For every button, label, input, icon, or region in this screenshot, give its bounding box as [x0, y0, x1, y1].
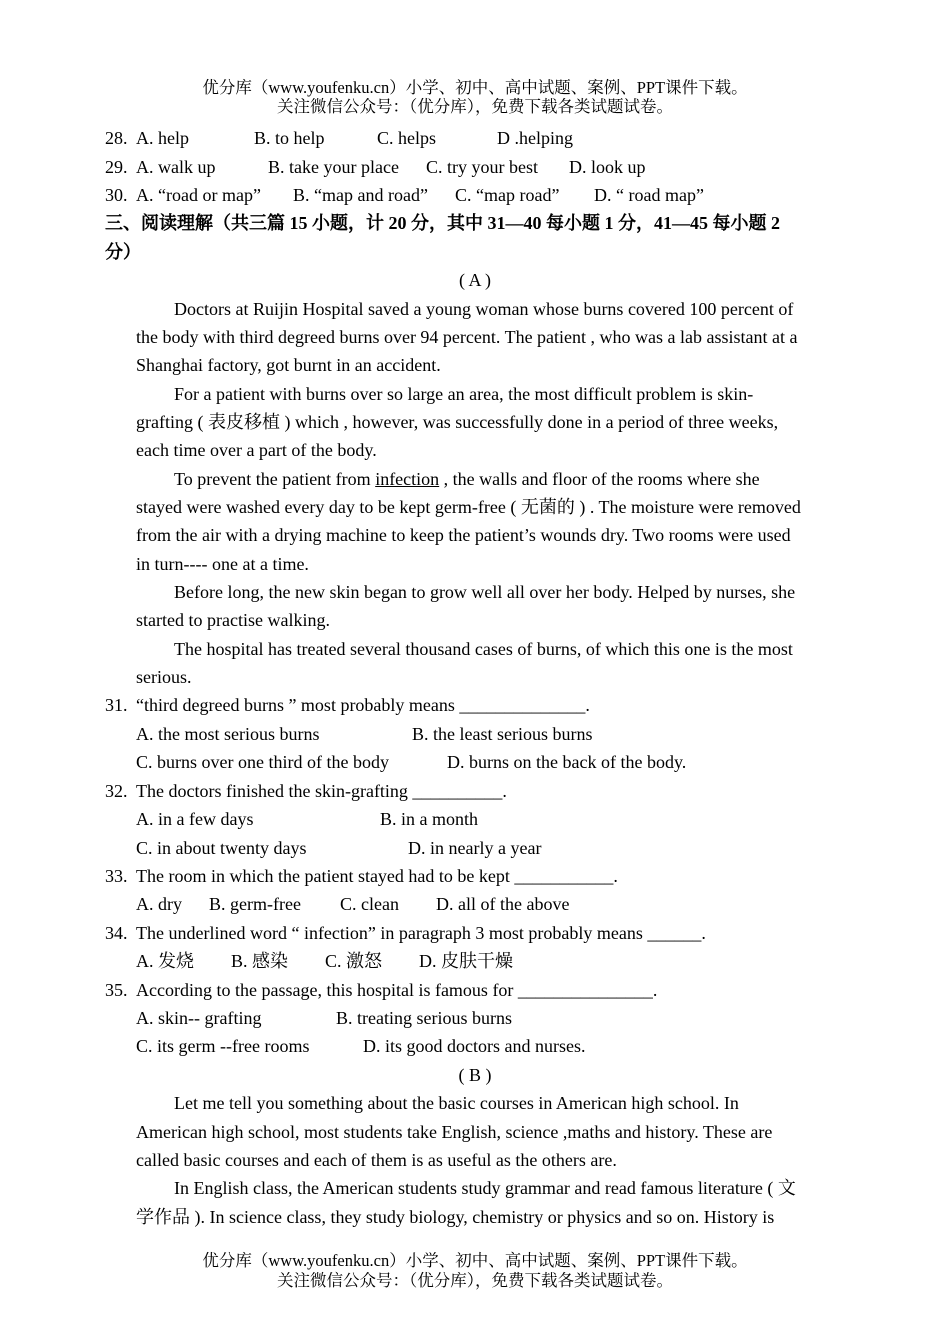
- section-title: 三、阅读理解（共三篇 15 小题，计 20 分，其中 31—40 每小题 1 分，41—45 每小题 2: [105, 213, 780, 233]
- option-a: A. help: [136, 128, 189, 148]
- option-c: C. “map road”: [455, 185, 560, 205]
- passage-line: grafting ( 表皮移植 ) which , however, was successfully done in a period of three weeks,: [136, 412, 779, 432]
- option-c: C. 激怒: [325, 951, 383, 971]
- option-a: A. “road or map”: [136, 185, 261, 205]
- passage-b-label: ( B ): [458, 1065, 492, 1085]
- option-c: C. burns over one third of the body: [136, 752, 389, 772]
- passage-line: Doctors at Ruijin Hospital saved a young woman whose burns covered 100 percent of: [174, 299, 794, 319]
- option-c: C. helps: [377, 128, 437, 148]
- passage-line: 学作品 ). In science class, they study biology, chemistry or physics and so on. History is: [136, 1207, 775, 1227]
- passage-line: [174, 465, 760, 493]
- question-stem: The doctors finished the skin-grafting __________.: [136, 781, 507, 801]
- question-number: 34.: [105, 923, 128, 943]
- passage-text: To prevent the patient from: [174, 469, 376, 489]
- option-a: A. skin-- grafting: [136, 1008, 262, 1028]
- passage-a-label: ( A ): [458, 270, 491, 290]
- passage-line: from the air with a drying machine to keep the patient’s wounds dry. Two rooms were used: [136, 525, 791, 545]
- question-number: 32.: [105, 781, 128, 801]
- question-number: 29.: [105, 157, 128, 177]
- option-b: B. germ-free: [209, 894, 301, 914]
- passage-line: each time over a part of the body.: [136, 440, 377, 460]
- footer-line-1: 优分库（www.youfenku.cn）小学、初中、高中试题、案例、PPT课件下载。: [202, 1251, 748, 1270]
- option-b: B. in a month: [380, 809, 478, 829]
- section-title-cont: 分）: [105, 242, 141, 262]
- question-number: 28.: [105, 128, 128, 148]
- header-line-1: 优分库（www.youfenku.cn）小学、初中、高中试题、案例、PPT课件下载。: [202, 78, 748, 97]
- option-d: D. 皮肤干燥: [419, 951, 513, 971]
- question-stem: The underlined word “ infection” in paragraph 3 most probably means ______.: [136, 923, 706, 943]
- passage-line: American high school, most students take English, science ,maths and history. These are: [136, 1122, 773, 1142]
- option-d: D. burns on the back of the body.: [447, 752, 687, 772]
- passage-line: called basic courses and each of them is as useful as the others are.: [136, 1150, 617, 1170]
- option-a: A. the most serious burns: [136, 724, 320, 744]
- option-b: B. treating serious burns: [336, 1008, 512, 1028]
- passage-line: the body with third degreed burns over 94 percent. The patient , who was a lab assistant at a: [136, 327, 798, 347]
- option-d: D. in nearly a year: [408, 838, 542, 858]
- question-number: 31.: [105, 695, 128, 715]
- option-d: D. “ road map”: [594, 185, 704, 205]
- option-d: D .helping: [497, 128, 573, 148]
- option-d: D. look up: [569, 157, 646, 177]
- option-b: B. the least serious burns: [412, 724, 593, 744]
- footer-line-2: 关注微信公众号：（优分库），免费下载各类试题试卷。: [277, 1271, 673, 1290]
- option-c: C. its germ --free rooms: [136, 1036, 310, 1056]
- passage-line: serious.: [136, 667, 192, 687]
- passage-line: Let me tell you something about the basic courses in American high school. In: [174, 1093, 739, 1113]
- option-d: D. its good doctors and nurses.: [363, 1036, 586, 1056]
- passage-line: The hospital has treated several thousand cases of burns, of which this one is the most: [174, 639, 793, 659]
- option-b: B. 感染: [231, 951, 289, 971]
- passage-line: in turn---- one at a time.: [136, 554, 309, 574]
- option-a: A. 发烧: [136, 951, 194, 971]
- header-line-2: 关注微信公众号：（优分库），免费下载各类试题试卷。: [277, 97, 673, 116]
- passage-line: For a patient with burns over so large an area, the most difficult problem is skin-: [174, 384, 754, 404]
- option-b: B. “map and road”: [293, 185, 428, 205]
- option-c: C. in about twenty days: [136, 838, 307, 858]
- question-stem: The room in which the patient stayed had to be kept ___________.: [136, 866, 618, 886]
- question-number: 30.: [105, 185, 128, 205]
- passage-line: stayed were washed every day to be kept germ-free ( 无菌的 ) . The moisture were removed: [136, 497, 801, 517]
- passage-line: In English class, the American students study grammar and read famous literature ( 文: [174, 1178, 796, 1198]
- passage-line: Shanghai factory, got burnt in an accident.: [136, 355, 441, 375]
- option-c: C. clean: [340, 894, 399, 914]
- option-d: D. all of the above: [436, 894, 570, 914]
- underlined-word: infection: [375, 469, 440, 489]
- option-a: A. in a few days: [136, 809, 254, 829]
- option-a: A. dry: [136, 894, 182, 914]
- passage-text: , the walls and floor of the rooms where she: [439, 469, 760, 489]
- option-c: C. try your best: [426, 157, 538, 177]
- option-a: A. walk up: [136, 157, 216, 177]
- option-b: B. to help: [254, 128, 325, 148]
- question-stem: According to the passage, this hospital is famous for _______________.: [136, 980, 658, 1000]
- question-stem: “third degreed burns ” most probably means ______________.: [136, 695, 590, 715]
- question-number: 33.: [105, 866, 128, 886]
- option-b: B. take your place: [268, 157, 399, 177]
- passage-line: Before long, the new skin began to grow well all over her body. Helped by nurses, she: [174, 582, 796, 602]
- passage-line: started to practise walking.: [136, 610, 330, 630]
- question-number: 35.: [105, 980, 128, 1000]
